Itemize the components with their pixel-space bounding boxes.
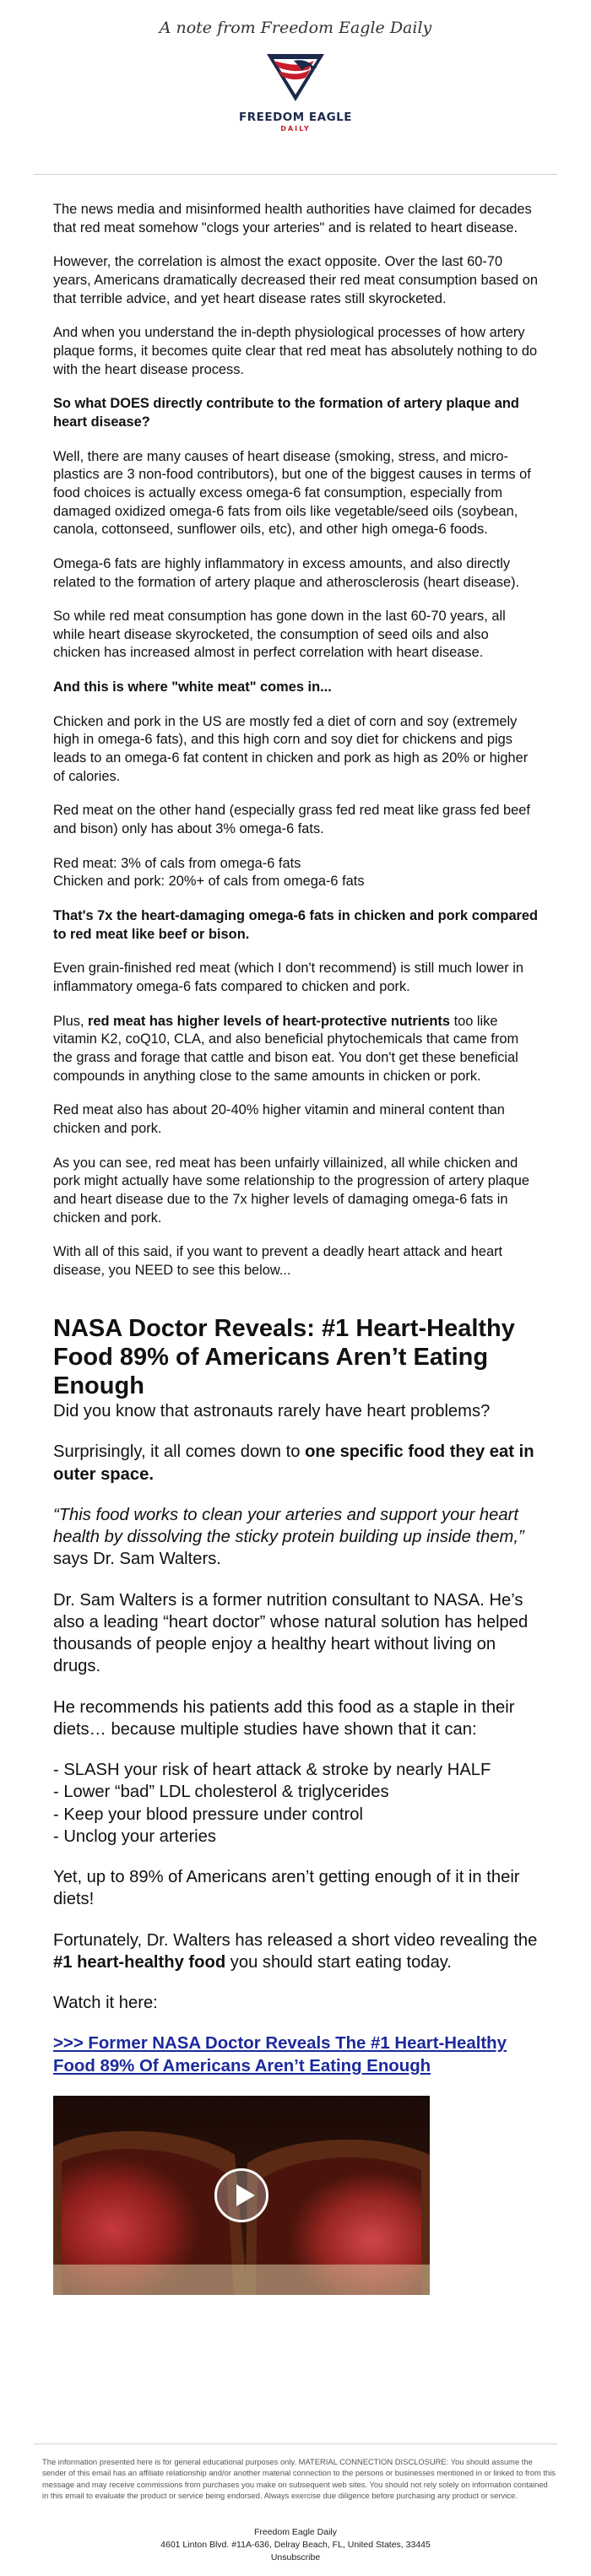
footer-divider — [34, 2443, 557, 2444]
list-item: - Keep your blood pressure under control — [53, 1805, 363, 1824]
article-paragraph: So while red meat consumption has gone down in the last 60-70 years, all while heart disease skyrocketed, the consumption of seed oils and also chicken has increased almost in perfect correlation with heart disease. — [53, 609, 506, 661]
email-body — [53, 201, 539, 2295]
logo-name: FREEDOM EAGLE — [239, 111, 352, 124]
footer-company: Freedom Eagle Daily — [253, 2527, 338, 2537]
promo-paragraph — [53, 1441, 539, 1486]
promo-headline: NASA Doctor Reveals: #1 Heart-Healthy Food 89% of Americans Aren’t Eating Enough — [53, 1314, 515, 1399]
promo-quote — [53, 1504, 539, 1571]
quote-attribution: says Dr. Sam Walters. — [53, 1550, 221, 1569]
list-item: - Lower “bad” LDL cholesterol & triglycerides — [53, 1783, 389, 1802]
logo-subtitle: DAILY — [280, 125, 311, 133]
article-paragraph: However, the correlation is almost the exact opposite. Over the last 60-70 years, Americans dramatically decreased their red meat consumption based on that terrible advice, and yet heart disease rates still skyrocketed. — [53, 254, 538, 306]
article-subheading — [53, 907, 539, 944]
list-item: - SLASH your risk of heart attack & stroke by nearly HALF — [53, 1761, 491, 1780]
article-subheading — [53, 679, 539, 697]
footer-address: 4601 Linton Blvd. #11A-636, Delray Beach, FL, United States, 33445 — [160, 2540, 431, 2551]
text-run: Plus, — [53, 1013, 88, 1029]
article-paragraph: Chicken and pork in the US are mostly fed a diet of corn and soy (extremely high in omega-6 fats), and this high corn and soy diet for chickens and pigs leads to an omega-6 fat content in chicken and pork as high as 20% or higher of calories. — [53, 713, 529, 784]
subheading-text: And this is where "white meat" comes in... — [53, 679, 332, 695]
article-paragraph — [53, 1013, 539, 1086]
video-link[interactable]: >>> Former NASA Doctor Reveals The #1 Heart-Healthy Food 89% Of Americans Aren’t Eating Enough — [53, 2034, 507, 2075]
promo-paragraph — [53, 1929, 539, 1974]
text-run: too like vitamin K2, coQ10, CLA, and also beneficial phytochemicals that came from the grass and forage that cattle and bison eat. You don't get these beneficial compounds in anything close to the same amounts in chicken or pork. — [53, 1013, 519, 1084]
article-paragraph: Omega-6 fats are highly inflammatory in excess amounts, and also directly related to the formation of artery plaque and atherosclerosis (heart disease). — [53, 555, 520, 590]
stat-red-meat: Red meat: 3% of cals from omega-6 fats — [53, 855, 301, 871]
text-run: Fortunately, Dr. Walters has released a short video revealing the — [53, 1930, 538, 1950]
promo-paragraph: Dr. Sam Walters is a former nutrition consultant to NASA. He’s also a leading “heart doctor” whose natural solution has helped thousands of people enjoy a healthy heart without living on drugs. — [53, 1590, 529, 1676]
article-paragraph: Red meat also has about 20-40% higher vitamin and mineral content than chicken and pork. — [53, 1102, 505, 1136]
video-thumbnail[interactable] — [53, 2096, 430, 2295]
bold-run: red meat has higher levels of heart-protective nutrients — [88, 1013, 451, 1029]
article-paragraph: As you can see, red meat has been unfairly villainized, all while chicken and pork might actually have some relationship to the progression of artery plaque and heart disease due to the 7x higher levels of damaging omega-6 fats in chicken and pork. — [53, 1155, 529, 1226]
article-paragraph: Red meat on the other hand (especially grass fed red meat like grass fed beef and bison) only has about 3% omega-6 fats. — [53, 803, 530, 837]
benefit-list — [53, 1759, 539, 1848]
promo-paragraph: Watch it here: — [53, 1994, 158, 2013]
header-note: A note from Freedom Eagle Daily — [159, 19, 432, 37]
email-footer — [0, 2526, 591, 2565]
article-paragraph: Even grain-finished red meat (which I don't recommend) is still much lower in inflammatory omega-6 fats compared to chicken and pork. — [53, 961, 523, 994]
text-run: Surprisingly, it all comes down to — [53, 1442, 306, 1462]
text-run: you should start eating today. — [225, 1952, 452, 1972]
disclaimer-text: The information presented here is for general educational purposes only. MATERIAL CONNECTION DISCLOSURE: You should assume the sender of this email has an affiliate relationship and/or another material connection to the persons or businesses mentioned in or linked to from this message and may receive commissions from purchases you make on subsequent web sites. You should not rely solely on information contained in this email to evaluate the product or service being endorsed. Always exercise due diligence before purchasing any product or service. — [42, 2457, 556, 2501]
promo-paragraph: He recommends his patients add this food as a staple in their diets… because multiple studies have shown that it can: — [53, 1697, 515, 1739]
promo-link-paragraph — [53, 2032, 539, 2077]
promo-body — [53, 1400, 539, 2077]
article-paragraph: Well, there are many causes of heart disease (smoking, stress, and micro-plastics are 3 non-food contributors), but one of the biggest causes in terms of food choices is actually excess omega-6 fat consumption, especially from damaged oxidized omega-6 fats from oils like vegetable/seed oils (soybean, canola, cottonseed, sunflower oils, etc), and other high omega-6 foods. — [53, 448, 531, 538]
eagle-logo-icon — [262, 51, 329, 103]
promo-paragraph: Did you know that astronauts rarely have heart problems? — [53, 1402, 491, 1421]
brand-logo[interactable] — [228, 51, 363, 133]
article-paragraph: And when you understand the in-depth physiological processes of how artery plaque forms, it becomes quite clear that red meat has absolutely nothing to do with the heart disease process. — [53, 325, 538, 377]
subheading-text: That's 7x the heart-damaging omega-6 fats in chicken and pork compared to red meat like beef or bison. — [53, 908, 539, 942]
promo-paragraph: Yet, up to 89% of Americans aren’t getting enough of it in their diets! — [53, 1868, 520, 1909]
email-header — [0, 0, 591, 142]
quote-text: “This food works to clean your arteries and support your heart health by dissolving the sticky protein building up inside them,” — [53, 1505, 524, 1547]
list-item: - Unclog your arteries — [53, 1826, 216, 1846]
header-divider — [34, 174, 557, 175]
unsubscribe-link[interactable]: Unsubscribe — [270, 2552, 321, 2563]
play-button-icon[interactable] — [214, 2168, 268, 2222]
article-paragraph: The news media and misinformed health authorities have claimed for decades that red meat somehow "clogs your arteries" and is related to heart disease. — [53, 202, 532, 235]
stat-chicken-pork: Chicken and pork: 20%+ of cals from omega-6 fats — [53, 874, 365, 890]
bold-run: one specific food they eat in outer space. — [53, 1442, 534, 1484]
omega-stats — [53, 855, 539, 891]
bold-run: #1 heart-healthy food — [53, 1952, 226, 1972]
subheading-text: So what DOES directly contribute to the formation of artery plaque and heart disease? — [53, 396, 519, 430]
article-subheading — [53, 395, 539, 431]
article-paragraph: With all of this said, if you want to prevent a deadly heart attack and heart disease, you NEED to see this below... — [53, 1244, 503, 1278]
